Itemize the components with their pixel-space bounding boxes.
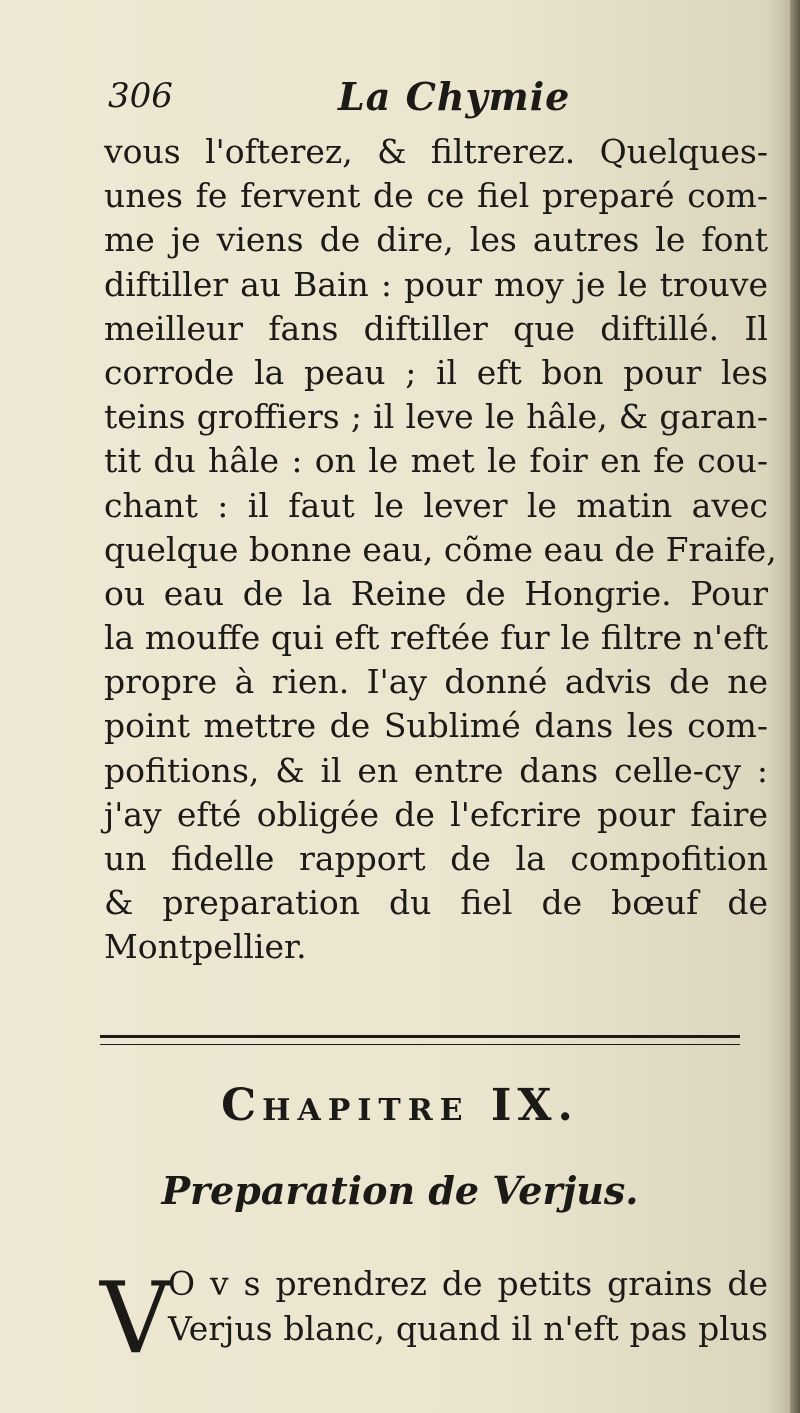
text-line: pofitions, & il en entre dans celle-cy : bbox=[104, 750, 768, 790]
text-line: un fidelle rapport de la compofition bbox=[104, 839, 768, 878]
text-line: propre à rien. I'ay donné advis de ne bbox=[104, 662, 768, 702]
text-line: tit du hâle : on le met le foir en fe cou- bbox=[104, 441, 768, 481]
chapter-heading-word: HAPITRE bbox=[262, 1093, 470, 1128]
text-line: me je viens de dire, les autres le font bbox=[104, 220, 768, 260]
text-line: unes fe fervent de ce fiel preparé com- bbox=[104, 176, 768, 216]
section-title: Preparation de Verjus. bbox=[161, 1168, 639, 1213]
text-line: ou eau de la Reine de Hongrie. Pour bbox=[104, 573, 768, 613]
text-line: & preparation du fiel de bœuf de bbox=[104, 883, 768, 923]
text-line: vous l'ofterez, & filtrerez. Quelques- bbox=[104, 132, 768, 171]
opening-line-1: O v s prendrez de petits grains de bbox=[168, 1264, 768, 1303]
text-line: chant : il faut le lever le matin avec bbox=[104, 485, 768, 525]
page-header bbox=[108, 76, 668, 126]
section-divider-rule bbox=[100, 1035, 740, 1045]
opening-line-2: Verjus blanc, quand il n'eft pas plus bbox=[168, 1309, 768, 1348]
text-line: la mouffe qui eft reftée fur le filtre n'eft bbox=[104, 618, 768, 658]
running-title: La Chymie bbox=[338, 74, 571, 119]
chapter-heading-initial: C bbox=[221, 1080, 263, 1131]
text-line: quelque bonne eau, cõme eau de Fraife, bbox=[104, 529, 777, 569]
text-line: j'ay efté obligée de l'efcrire pour faire bbox=[104, 794, 768, 834]
chapter-heading bbox=[0, 1080, 800, 1131]
text-line: meilleur fans diftiller que diftillé. Il bbox=[104, 308, 768, 348]
text-line: point mettre de Sublimé dans les com- bbox=[104, 706, 768, 746]
text-line: teins groffiers ; il leve le hâle, & garan- bbox=[104, 397, 768, 437]
text-line: Montpellier. bbox=[104, 927, 307, 967]
text-line: corrode la peau ; il eft bon pour les bbox=[104, 352, 768, 392]
drop-cap: V bbox=[100, 1262, 171, 1376]
body-text bbox=[104, 130, 777, 970]
chapter-number: IX. bbox=[490, 1080, 579, 1131]
text-line: diftiller au Bain : pour moy je le trouve bbox=[104, 264, 768, 304]
page-number: 306 bbox=[108, 76, 173, 116]
